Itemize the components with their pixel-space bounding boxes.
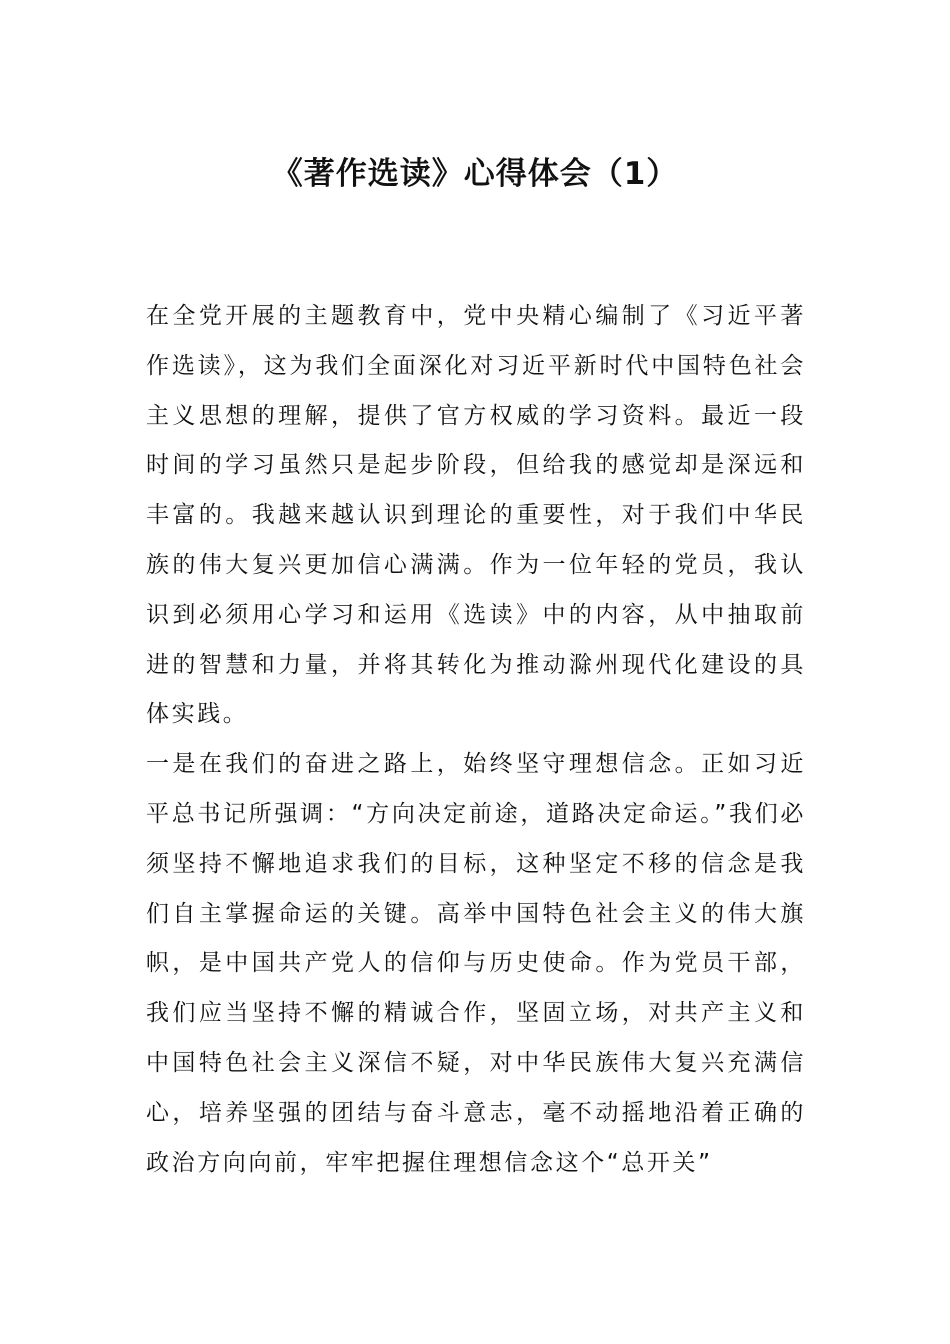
paragraph-intro: 在全党开展的主题教育中，党中央精心编制了《习近平著作选读》，这为我们全面深化对习近平新时代中国特色社会主义思想的理解，提供了官方权威的学习资料。最近一段时间的学习虽然只是起步阶段，但给我的感觉却是深远和丰富的。我越来越认识到理论的重要性，对于我们中华民族的伟大复兴更加信心满满。作为一位年轻的党员，我认识到必须用心学习和运用《选读》中的内容，从中抽取前进的智慧和力量，并将其转化为推动滁州现代化建设的具体实践。 [146, 303, 806, 728]
document-title: 《著作选读》心得体会（1） [271, 156, 679, 192]
paragraph-ideals-beliefs: 一是在我们的奋进之路上，始终坚守理想信念。正如习近平总书记所强调：“方向决定前途，道路决定命运。”我们必须坚持不懈地追求我们的目标，这种坚定不移的信念是我们自主掌握命运的关键。高举中国特色社会主义的伟大旗帜，是中国共产党人的信仰与历史使命。作为党员干部，我们应当坚持不懈的精诚合作，坚固立场，对共产主义和中国特色社会主义深信不疑，对中华民族伟大复兴充满信心，培养坚强的团结与奋斗意志，毫不动摇地沿着正确的政治方向向前，牢牢把握住理想信念这个“总开关” [146, 751, 806, 1176]
document-body [146, 292, 806, 1188]
